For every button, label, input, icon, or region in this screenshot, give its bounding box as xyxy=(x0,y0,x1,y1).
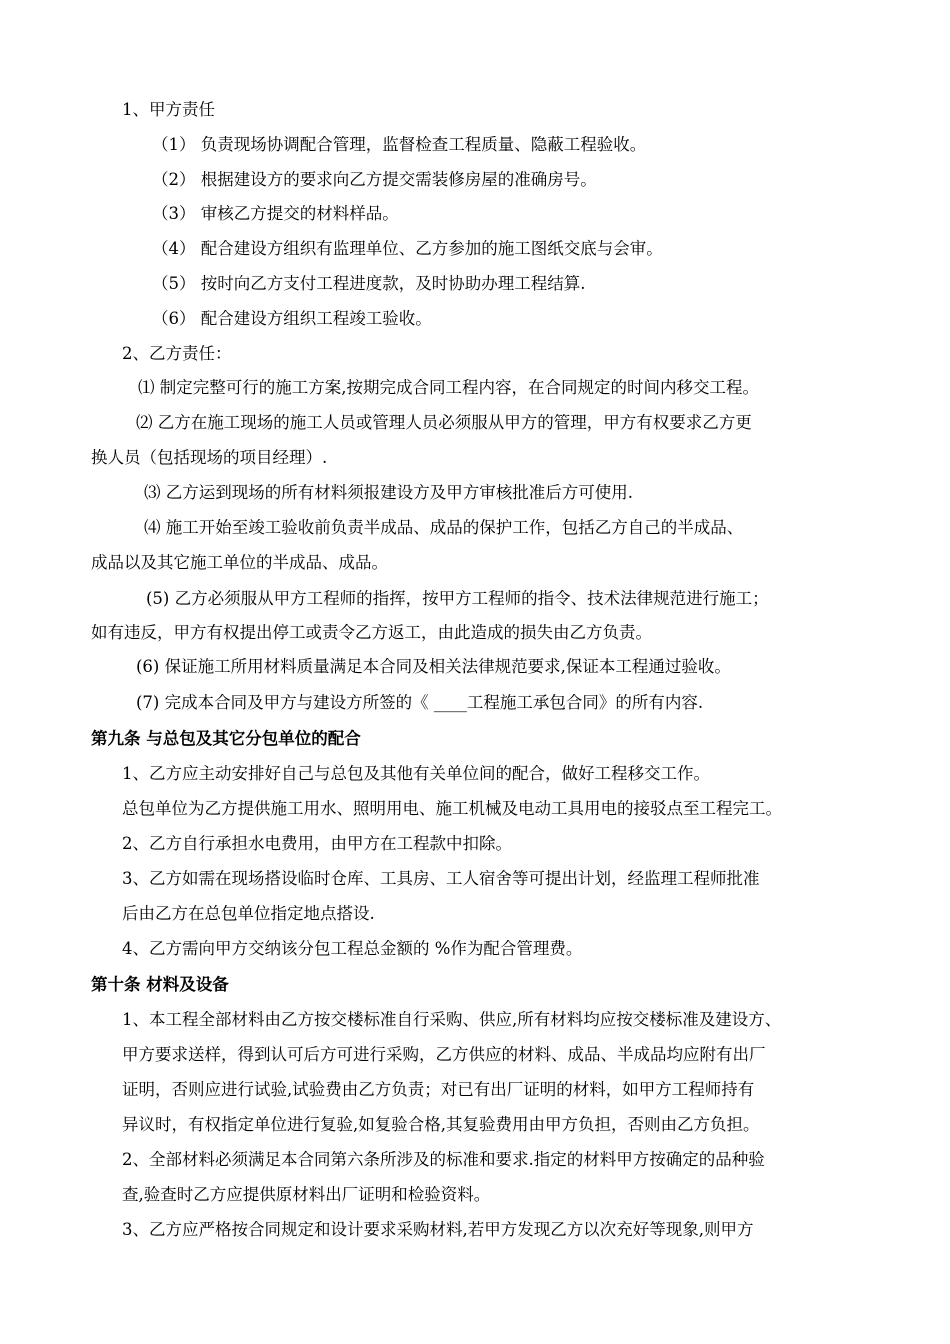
party-a-item-3: （3） 审核乙方提交的材料样品。 xyxy=(152,204,399,223)
article-10-item-1-cont-2: 证明，否则应进行试验,试验费由乙方负责；对已有出厂证明的材料，如甲方工程师持有 xyxy=(122,1080,755,1099)
article-10-item-1-cont-3: 异议时，有权指定单位进行复验,如复验合格,其复验费用由甲方负担，否则由乙方负担。 xyxy=(122,1115,760,1134)
party-b-item-6: (6) 保证施工所用材料质量满足本合同及相关法律规范要求,保证本工程通过验收。 xyxy=(136,657,731,676)
party-b-item-4: ⑷ 施工开始至竣工验收前负责半成品、成品的保护工作，包括乙方自己的半成品、 xyxy=(144,518,744,537)
party-a-item-2: （2） 根据建设方的要求向乙方提交需装修房屋的准确房号。 xyxy=(152,170,597,189)
party-a-item-6: （6） 配合建设方组织工程竣工验收。 xyxy=(152,309,432,328)
article-10-item-3: 3、乙方应严格按合同规定和设计要求采购材料,若甲方发现乙方以次充好等现象,则甲方 xyxy=(122,1220,754,1239)
article-9-item-2: 2、乙方自行承担水电费用，由甲方在工程款中扣除。 xyxy=(122,834,512,853)
party-b-item-4-cont: 成品以及其它施工单位的半成品、成品。 xyxy=(91,553,388,572)
article-9-item-4: 4、乙方需向甲方交纳该分包工程总金额的 %作为配合管理费。 xyxy=(122,939,583,958)
clause-party-a-duty: 1、甲方责任 xyxy=(122,100,215,119)
party-a-item-1: （1） 负责现场协调配合管理，监督检查工程质量、隐蔽工程验收。 xyxy=(152,135,647,154)
party-b-item-7: (7) 完成本合同及甲方与建设方所签的《 ____工程施工承包合同》的所有内容. xyxy=(136,693,704,712)
article-10-item-1: 1、本工程全部材料由乙方按交楼标准自行采购、供应,所有材料均应按交楼标准及建设方、 xyxy=(122,1010,782,1029)
clause-party-b-duty: 2、乙方责任： xyxy=(122,344,232,363)
article-9-item-1: 1、乙方应主动安排好自己与总包及其他有关单位间的配合，做好工程移交工作。 xyxy=(122,764,710,783)
party-a-item-5: （5） 按时向乙方支付工程进度款，及时协助办理工程结算. xyxy=(152,274,586,293)
article-9-item-3-cont: 后由乙方在总包单位指定地点搭设. xyxy=(122,904,375,923)
party-b-item-3: ⑶ 乙方运到现场的所有材料须报建设方及甲方审核批准后方可使用. xyxy=(144,483,633,502)
party-a-item-4: （4） 配合建设方组织有监理单位、乙方参加的施工图纸交底与会审。 xyxy=(152,239,663,258)
article-9-item-3: 3、乙方如需在现场搭设临时仓库、工具房、工人宿舍等可提出计划，经监理工程师批准 xyxy=(122,869,760,888)
article-10-item-2-cont: 查,验查时乙方应提供原材料出厂证明和检验资料。 xyxy=(122,1185,491,1204)
party-b-item-1: ⑴ 制定完整可行的施工方案,按期完成合同工程内容，在合同规定的时间内移交工程。 xyxy=(138,378,759,397)
article-10-heading: 第十条 材料及设备 xyxy=(91,975,229,994)
party-b-item-5-cont: 如有违反，甲方有权提出停工或责令乙方返工，由此造成的损失由乙方负责。 xyxy=(91,623,652,642)
party-b-item-5: (5) 乙方必须服从甲方工程师的指挥，按甲方工程师的指令、技术法律规范进行施工； xyxy=(146,589,769,608)
article-9-item-1-cont: 总包单位为乙方提供施工用水、照明用电、施工机械及电动工具用电的接驳点至工程完工。 xyxy=(122,799,782,818)
article-10-item-2: 2、全部材料必须满足本合同第六条所涉及的标准和要求.指定的材料甲方按确定的品种验 xyxy=(122,1150,765,1169)
article-10-item-1-cont-1: 甲方要求送样，得到认可后方可进行采购，乙方供应的材料、成品、半成品均应附有出厂 xyxy=(122,1045,766,1064)
article-9-heading: 第九条 与总包及其它分包单位的配合 xyxy=(91,729,361,748)
party-b-item-2-cont: 换人员（包括现场的项目经理）. xyxy=(91,448,328,467)
party-b-item-2: ⑵ 乙方在施工现场的施工人员或管理人员必须服从甲方的管理，甲方有权要求乙方更 xyxy=(136,413,752,432)
